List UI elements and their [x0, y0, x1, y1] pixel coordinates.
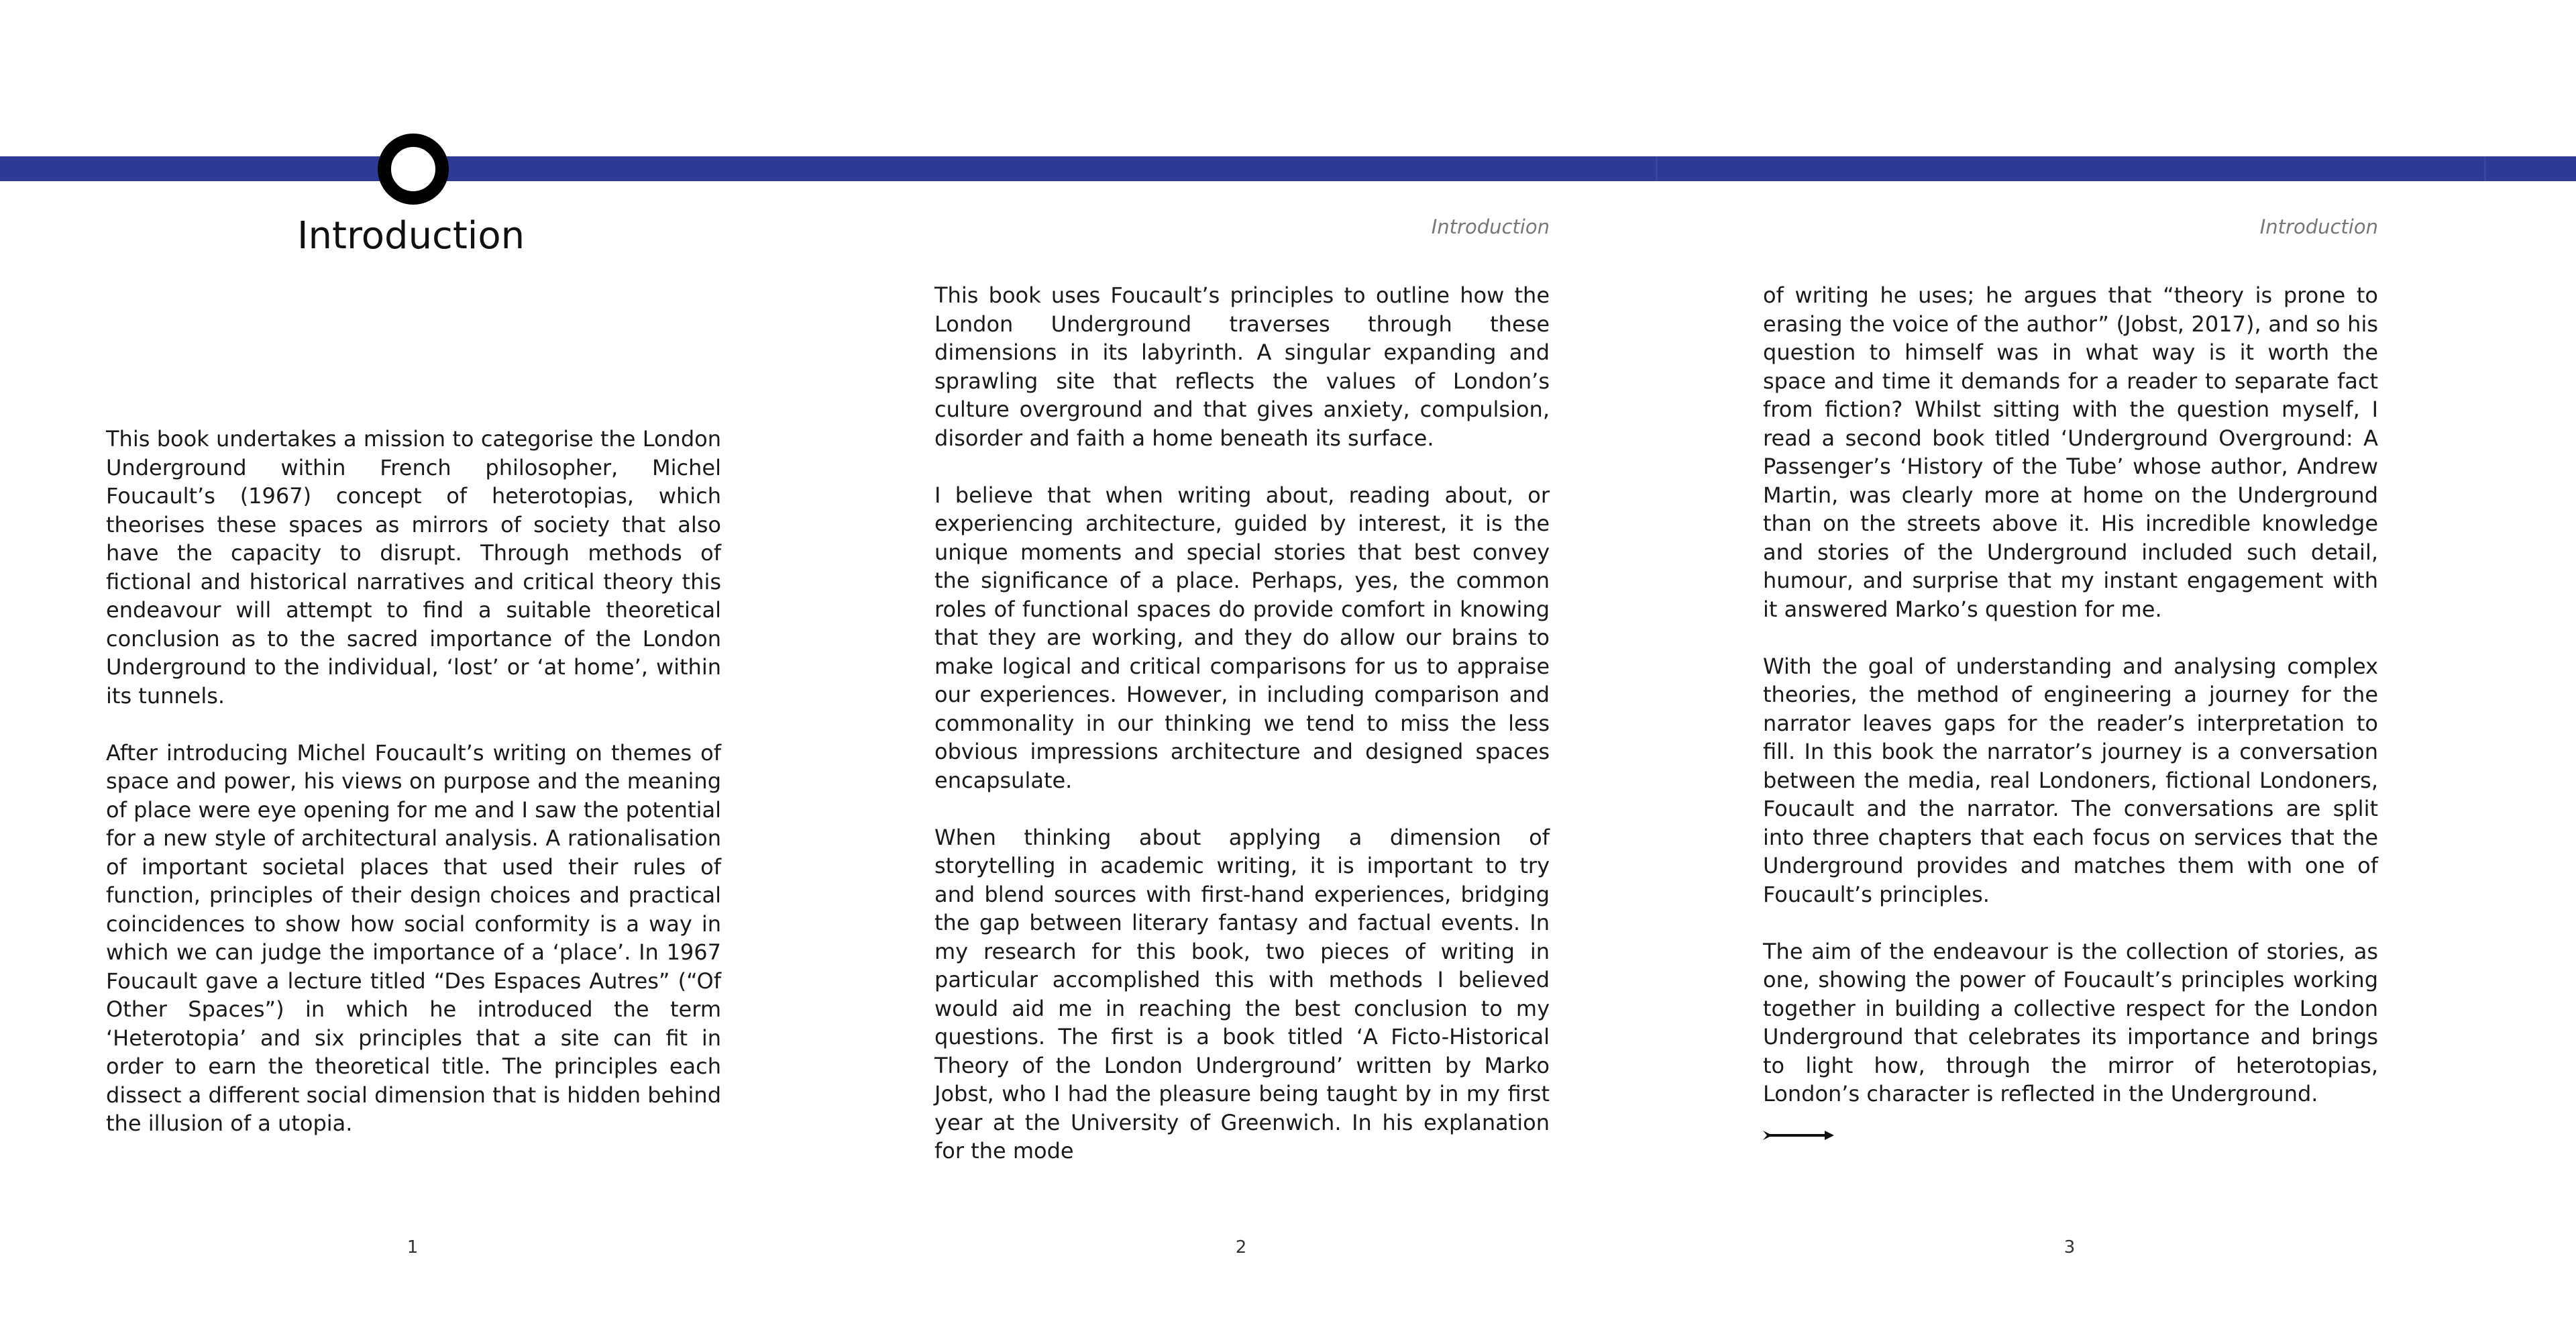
page-number-2: 2 — [1235, 1237, 1247, 1257]
page-2-paragraph: I believe that when writing about, reading about, or experiencing architecture, guided by interest, it is the unique moments and special stories that best convey the significance of a place. Perhaps, yes, the common roles of functional spaces do provide comfort in knowing that they are working, and they do allow our brains to make logical and critical comparisons for us to appraise our experiences. However, in including comparison and commonality in our thinking we tend to miss the less obvious impressions architecture and designed spaces encapsulate. — [934, 482, 1550, 793]
page-2-paragraph: This book uses Foucault’s principles to outline how the London Underground traverses through these dimensions in its labyrinth. A singular expanding and sprawling site that reflects the values of London’s culture overground and that gives anxiety, compulsion, disorder and faith a home beneath its surface. — [934, 282, 1550, 451]
page-1-body — [106, 425, 721, 1138]
page-2-paragraph: When thinking about applying a dimension of storytelling in academic writing, it is important to try and blend sources with first-hand experiences, bridging the gap between literary fantasy and factual events. In my research for this book, two pieces of writing in particular accomplished this with methods I believed would aid me in reaching the best conclusion to my questions. The first is a book titled ‘A Ficto-Historical Theory of the London Underground’ written by Marko Jobst, who I had the pleasure being taught by in my first year at the University of Greenwich. In his explanation for the mode — [934, 824, 1550, 1164]
roundel-icon — [378, 134, 449, 205]
page-3-paragraph: of writing he uses; he argues that “theory is prone to erasing the voice of the author” (Jobst, 2017), and so his question to himself was in what way is it worth the space and time it demands for a reader to separate fact from fiction? Whilst sitting with the question myself, I read a second book titled ‘Underground Overground: A Passenger’s ‘History of the Tube’ whose author, Andrew Martin, was clearly more at home on the Underground than on the streets above it. His incredible knowledge and stories of the Underground included such detail, humour, and surprise that my instant engagement with it answered Marko’s question for me. — [1763, 282, 2378, 622]
page-2-body — [934, 281, 1550, 1166]
bar-seam-divider — [2484, 156, 2486, 181]
chapter-title: Introduction — [297, 214, 525, 258]
page-3-paragraph: With the goal of understanding and analysing complex theories, the method of engineering a journey for the narrator leaves gaps for the reader’s interpretation to fill. In this book the narrator’s journey is a conversation between the media, real Londoners, fictional Londoners, Foucault and the narrator. The conversations are split into three chapters that each focus on services that the Underground provides and matches them with one of Foucault’s principles. — [1763, 653, 2378, 907]
page-seam-divider — [1656, 156, 1658, 181]
running-head-page-2: Introduction — [1431, 215, 1550, 238]
page-1-paragraph: After introducing Michel Foucault’s writing on themes of space and power, his views on purpose and the meaning of place were eye opening for me and I saw the potential for a new style of architectural analysis. A rationalisation of important societal places that used their rules of function, principles of their design choices and practical coincidences to show how social conformity is a way in which we can judge the importance of a ‘place’. In 1967 Foucault gave a lecture titled “Des Espaces Autres” (“Of Other Spaces”) in which he introduced the term ‘Heterotopia’ and six principles that a site can fit in order to earn the theoretical title. The principles each dissect a different social dimension that is hidden behind the illusion of a utopia. — [106, 739, 721, 1136]
page-3-body — [1763, 281, 2378, 1109]
page-3-paragraph: The aim of the endeavour is the collection of stories, as one, showing the power of Foucault’s principles working together in building a collective respect for the London Underground that celebrates its importance and brings to light how, through the mirror of heterotopias, London’s character is reflected in the Underground. — [1763, 938, 2378, 1106]
running-head-page-3: Introduction — [2259, 215, 2378, 238]
page-number-3: 3 — [2063, 1237, 2076, 1257]
page-number-1: 1 — [407, 1237, 419, 1257]
page-1-paragraph: This book undertakes a mission to categorise the London Underground within French philosopher, Michel Foucault’s (1967) concept of heterotopias, which theorises these spaces as mirrors of society that also have the capacity to disrupt. Through methods of fictional and historical narratives and critical theory this endeavour will attempt to find a suitable theoretical conclusion as to the sacred importance of the London Underground to the individual, ‘lost’ or ‘at home’, within its tunnels. — [106, 426, 721, 709]
arrow-right-icon — [1763, 1128, 1834, 1143]
